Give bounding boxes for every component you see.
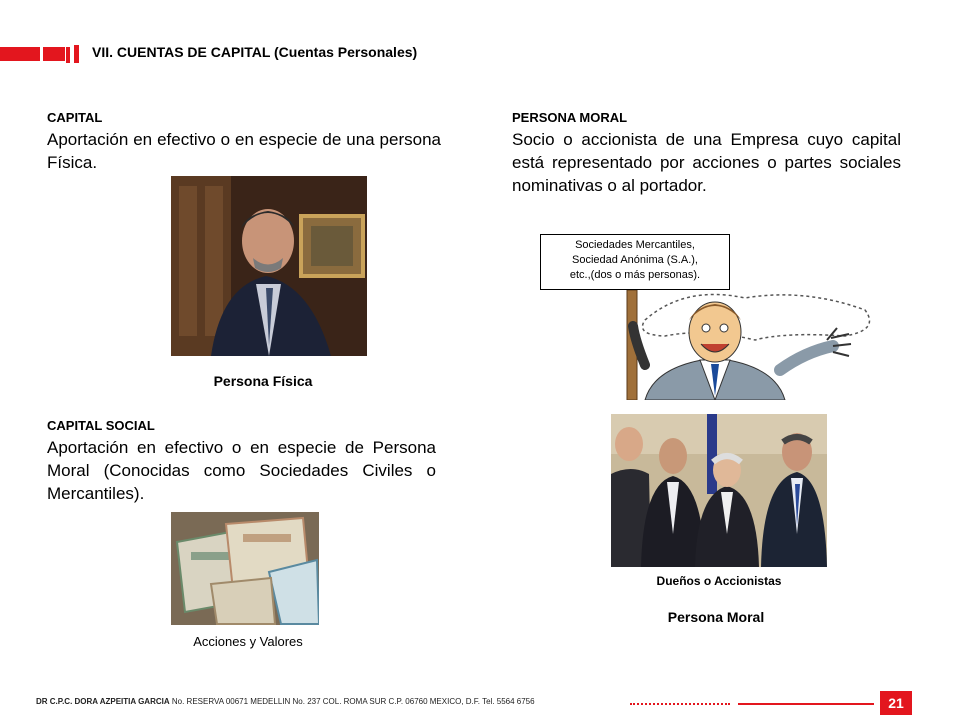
accionistas-caption: Dueños o Accionistas xyxy=(656,574,782,588)
sign-line-1: Sociedades Mercantiles, xyxy=(575,239,695,251)
sociedades-sign xyxy=(540,234,730,290)
acciones-caption: Acciones y Valores xyxy=(193,634,303,649)
footer-address: No. RESERVA 00671 MEDELLIN No. 237 COL. ROMA SUR C.P. 06760 MEXICO, D.F. Tel. 5564 6756 xyxy=(169,697,535,706)
footer-dotted-line xyxy=(630,703,730,705)
header-bar-1 xyxy=(43,47,65,61)
capital-description: Aportación en efectivo o en especie de una persona Física. xyxy=(47,130,441,172)
capital-heading: CAPITAL xyxy=(47,110,103,125)
footer-red-line xyxy=(738,703,874,705)
persona-fisica-photo xyxy=(171,176,367,356)
accionistas-photo xyxy=(611,414,827,567)
page-title: VII. CUENTAS DE CAPITAL (Cuentas Personales) xyxy=(92,44,418,60)
persona-moral-label: Persona Moral xyxy=(667,609,765,625)
header-bar-3 xyxy=(74,45,79,63)
sign-line-3: etc.,(dos o más personas). xyxy=(569,269,701,281)
persona-fisica-caption: Persona Física xyxy=(213,373,313,389)
persona-moral-heading: PERSONA MORAL xyxy=(512,110,628,125)
sign-line-2: Sociedad Anónima (S.A.), xyxy=(572,254,698,266)
page-number: 21 xyxy=(880,691,912,715)
persona-moral-description: Socio o accionista de una Empresa cuyo capital está representado por acciones o partes sociales nominativas o al portador. xyxy=(512,130,901,195)
footer-name: DR C.P.C. DORA AZPEITIA GARCIA xyxy=(36,697,170,706)
capital-social-heading: CAPITAL SOCIAL xyxy=(47,418,155,433)
capital-social-description: Aportación en efectivo o en especie de Persona Moral (Conocidas como Sociedades Civiles o Mercantiles). xyxy=(47,438,436,503)
header-bar-long xyxy=(0,47,40,61)
header-bar-2 xyxy=(66,47,70,63)
footer-text xyxy=(36,697,535,706)
acciones-photo xyxy=(171,512,319,625)
